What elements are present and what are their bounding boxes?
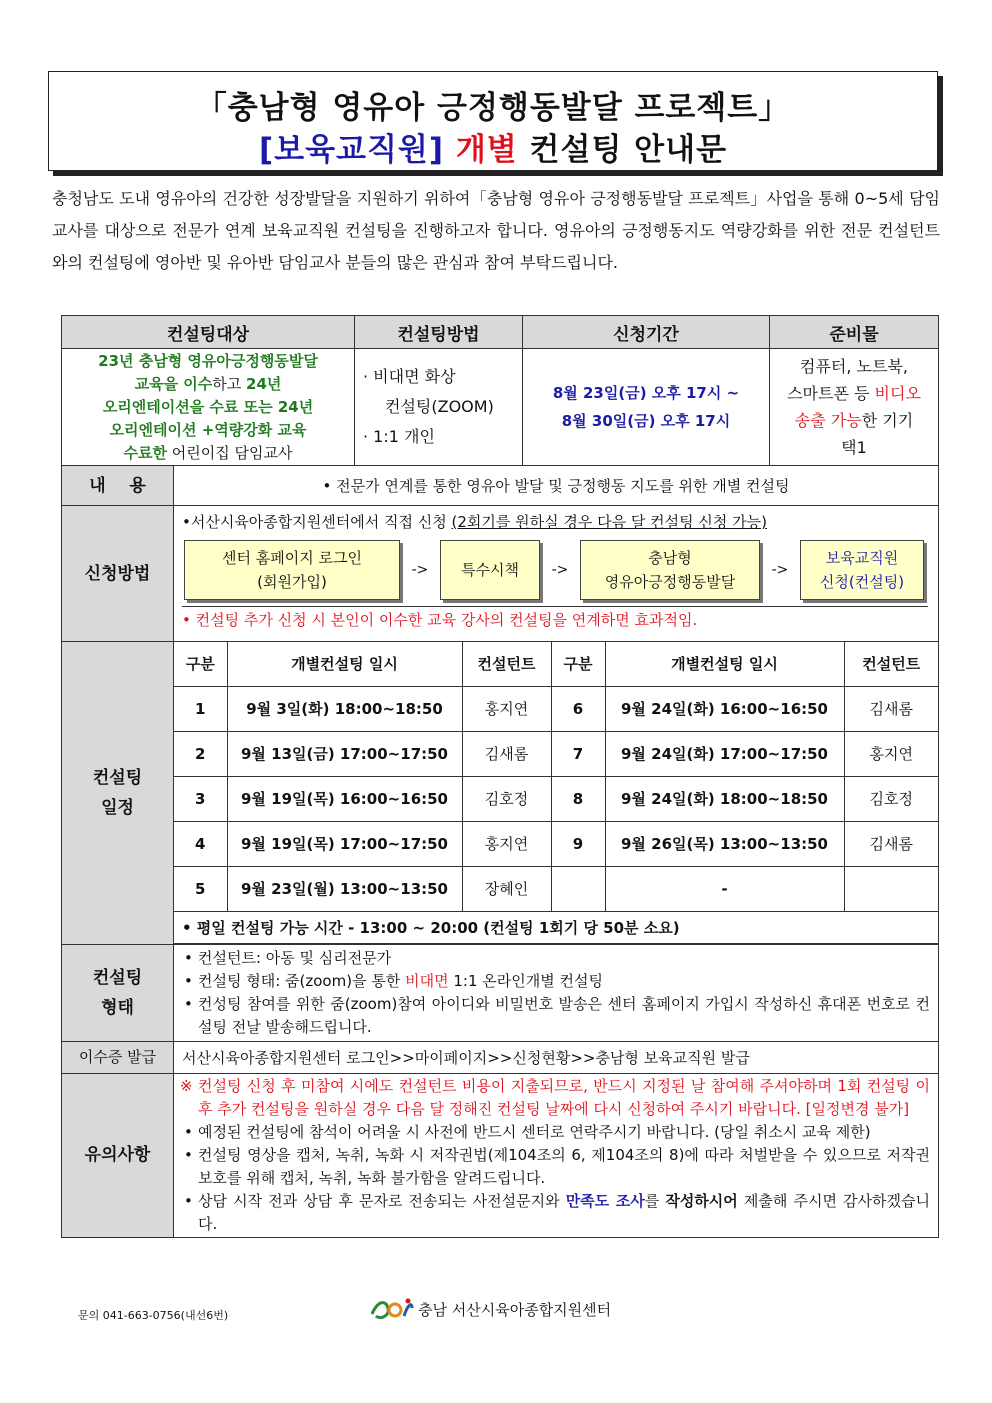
target-line: 교육을 이수 <box>134 374 213 393</box>
header-target: 컨설팅대상 <box>62 316 355 349</box>
prep-line: 비디오 <box>874 384 921 403</box>
apply-tip: • 컨설팅 추가 신청 시 본인이 이수한 교육 강사의 컨설팅을 연계하면 효과적임. <box>182 611 698 629</box>
table-row <box>174 776 938 821</box>
list-text: 작성하시어 <box>665 1191 738 1210</box>
target-line: 오리엔테이션 +역량강화 교육 <box>109 420 307 439</box>
target-line: 하고 <box>212 374 247 393</box>
form-label-line: 형태 <box>101 997 134 1018</box>
list-item: • 컨설팅 영상을 캡처, 녹취, 녹화 시 저작권법(제104조의 6, 제104조의 8)에 따라 처벌받을 수 있으므로 저작권 보호를 위해 캡처, 녹취, 녹화 불가함을 알려드립니다. <box>182 1144 930 1190</box>
step-staff-apply <box>800 540 924 600</box>
target-line: 오리엔테이션을 수료 또는 24년 <box>102 397 314 416</box>
target-cell <box>62 349 355 466</box>
apply-cell <box>174 506 939 642</box>
list-item <box>182 1190 930 1236</box>
row-consultant: 김새롬 <box>844 686 938 731</box>
row-no: 8 <box>551 776 605 821</box>
row-no: 4 <box>174 821 227 866</box>
method-line: · 1:1 개인 <box>363 427 435 446</box>
table-row <box>174 866 938 911</box>
arrow-icon: -> <box>411 562 429 578</box>
row-date: 9월 13일(금) 17:00~17:50 <box>227 731 462 776</box>
step-special-policy: 특수시책 <box>440 540 540 600</box>
row-consultant: 홍지연 <box>462 686 551 731</box>
notice-cell <box>174 1073 939 1237</box>
row-date: 9월 24일(화) 17:00~17:50 <box>605 731 844 776</box>
prep-line: 송출 가능 <box>794 411 862 430</box>
prep-line: 스마트폰 등 <box>787 384 875 403</box>
row-consultant: 김새롬 <box>844 821 938 866</box>
apply-note-text: •서산시육아종합지원센터에서 직접 신청 <box>182 513 452 531</box>
list-text: 컨설팅 형태: 줌(zoom)을 통한 <box>198 971 406 990</box>
row-no: 2 <box>174 731 227 776</box>
step-text: 신청(컨설팅) <box>819 573 905 591</box>
list-text: 비대면 <box>405 971 449 990</box>
apply-note <box>174 510 938 534</box>
header-period: 신청기간 <box>523 316 770 349</box>
schedule-label-line: 컨설팅 <box>92 767 143 788</box>
intro-paragraph: 충청남도 도내 영유아의 건강한 성장발달을 지원하기 위하여「충남형 영유아 긍정행동발달 프로젝트」사업을 통해 0~5세 담임교사를 대상으로 전문가 연계 보육교직원 컨설팅을 진행하고자 합니다. 영유아의 긍정행동지도 역량강화를 위한 전문 컨설턴트와의 컨설팅에 영아반 및 유아반 담임교사 분들의 많은 관심과 참여 부탁드립니다. <box>52 189 940 272</box>
content-label: 내 용 <box>62 466 174 506</box>
target-line: 23년 충남형 영유아긍정행동발달 <box>98 351 318 370</box>
row-date: 9월 19일(목) 16:00~16:50 <box>227 776 462 821</box>
schedule-label-line: 일정 <box>101 797 134 818</box>
subtitle-part-staff: [보육교직원] <box>258 132 445 168</box>
list-text: 만족도 조사 <box>565 1191 645 1210</box>
prep-cell <box>770 349 939 466</box>
row-no: 1 <box>174 686 227 731</box>
arrow-icon: -> <box>551 562 569 578</box>
row-date: - <box>605 866 844 911</box>
cert-label: 이수증 발급 <box>62 1041 174 1073</box>
list-text: 를 <box>644 1191 666 1210</box>
list-text: 상담 시작 전과 상담 후 문자로 전송되는 사전설문지와 <box>198 1191 566 1210</box>
row-no: 5 <box>174 866 227 911</box>
list-item: • 컨성팅 참여를 위한 줌(zoom)참여 아이디와 비밀번호 발송은 센터 홈페이지 가입시 작성하신 휴대폰 번호로 컨설팅 전날 발송해드립니다. <box>182 993 930 1039</box>
row-no: 9 <box>551 821 605 866</box>
col-header-date: 개별컨설팅 일시 <box>227 642 462 686</box>
list-text: 제출해 주시면 감사하겠습니다. <box>198 1191 930 1233</box>
form-label <box>62 944 174 1041</box>
subtitle-part-individual: 개별 <box>455 132 518 168</box>
row-consultant: 김호정 <box>462 776 551 821</box>
step-text: 센터 홈페이지 로그인 <box>222 549 362 567</box>
row-no: 6 <box>551 686 605 731</box>
apply-flow <box>184 540 938 600</box>
list-item: • 컨설턴트: 아동 및 심리전문가 <box>182 947 930 970</box>
page-subtitle <box>49 124 937 169</box>
target-line: 수료한 <box>123 443 167 462</box>
period-line: 8월 23일(금) 오후 17시 ~ <box>552 384 740 402</box>
prep-line: 택1 <box>841 438 867 457</box>
schedule-label <box>62 642 174 945</box>
form-list <box>174 945 938 1041</box>
row-date: 9월 24일(화) 18:00~18:50 <box>605 776 844 821</box>
row-date: 9월 23일(월) 13:00~13:50 <box>227 866 462 911</box>
row-no: 7 <box>551 731 605 776</box>
schedule-table <box>174 642 938 944</box>
footer-contact: 문의 041-663-0756(내선6번) <box>78 1309 229 1322</box>
footer-org <box>368 1296 611 1322</box>
step-text: 충남형 <box>648 549 692 567</box>
apply-label: 신청방법 <box>62 506 174 642</box>
row-consultant: 김호정 <box>844 776 938 821</box>
row-consultant: 장혜인 <box>462 866 551 911</box>
list-text: 1:1 온라인개별 컨설팅 <box>448 971 603 990</box>
schedule-cell <box>174 642 939 945</box>
notice-list <box>174 1074 938 1237</box>
row-date: 9월 3일(화) 18:00~18:50 <box>227 686 462 731</box>
target-line: 24년 <box>246 374 282 393</box>
step-text: 보육교직원 <box>825 549 899 567</box>
center-logo-icon <box>368 1296 414 1322</box>
cert-text: 서산시육아종합지원센터 로그인>>마이페이지>>신청현황>>충남형 보육교직원 발급 <box>174 1041 939 1073</box>
list-item <box>182 970 930 993</box>
notice-label: 유의사항 <box>62 1073 174 1237</box>
row-consultant: 홍지연 <box>844 731 938 776</box>
row-no <box>551 866 605 911</box>
col-header-consultant: 컨설턴트 <box>462 642 551 686</box>
row-no: 3 <box>174 776 227 821</box>
prep-line: 한 기기 <box>861 411 914 430</box>
step-homepage-login <box>184 540 400 600</box>
target-line: 어린이집 담임교사 <box>167 443 293 462</box>
list-item: ※ 컨설팅 신청 후 미참여 시에도 컨설턴트 비용이 지출되므로, 반드시 지정된 날 참여해 주셔야하며 1회 컨설팅 이후 추가 컨설팅을 원하실 경우 다음 달 정해진 컨설팅 날짜에 다시 신청하여 주시기 바랍니다. [일정변경 불가] <box>182 1075 930 1121</box>
row-consultant: 김새롬 <box>462 731 551 776</box>
header-prep: 준비물 <box>770 316 939 349</box>
period-line: 8월 30일(금) 오후 17시 <box>561 412 731 430</box>
col-header-no: 구분 <box>174 642 227 686</box>
schedule-note: • 평일 컨설팅 가능 시간 - 13:00 ~ 20:00 (컨설팅 1회기 당 50분 소요) <box>174 911 938 943</box>
step-text: 영유아긍정행동발달 <box>604 573 736 591</box>
method-line: · 비대면 화상 <box>363 367 456 386</box>
table-row <box>174 821 938 866</box>
col-header-date: 개별컨설팅 일시 <box>605 642 844 686</box>
page-title: 「충남형 영유아 긍정행동발달 프로젝트」 <box>195 90 791 126</box>
list-item: • 예정된 컨설팅에 참석이 어려울 시 사전에 반드시 센터로 연락주시기 바랍니다. (당일 취소시 교육 제한) <box>182 1121 930 1144</box>
col-header-no: 구분 <box>551 642 605 686</box>
method-cell <box>355 349 523 466</box>
row-date: 9월 24일(화) 16:00~16:50 <box>605 686 844 731</box>
step-chungnam-program <box>580 540 760 600</box>
step-text: (회원가입) <box>257 573 327 591</box>
form-label-line: 컨설팅 <box>92 967 143 988</box>
content-text: • 전문가 연계를 통한 영유아 발달 및 긍정행동 지도를 위한 개별 컨설팅 <box>174 466 939 506</box>
table-row <box>174 686 938 731</box>
row-consultant <box>844 866 938 911</box>
method-line: 컨설팅(ZOOM) <box>385 397 494 416</box>
row-date: 9월 19일(목) 17:00~17:50 <box>227 821 462 866</box>
subtitle-part-guide: 컨설팅 안내문 <box>529 132 728 168</box>
title-box <box>48 71 938 171</box>
info-table <box>61 315 939 1238</box>
row-date: 9월 26일(목) 13:00~13:50 <box>605 821 844 866</box>
col-header-consultant: 컨설턴트 <box>844 642 938 686</box>
row-consultant: 홍지연 <box>462 821 551 866</box>
period-cell <box>523 349 770 466</box>
prep-line: 컴퓨터, 노트북, <box>800 357 908 376</box>
form-cell <box>174 944 939 1041</box>
arrow-icon: -> <box>771 562 789 578</box>
footer-org-name: 충남 서산시육아종합지원센터 <box>418 1300 612 1319</box>
apply-note-underline: (2회기를 원하실 경우 다음 달 컨설팅 신청 가능) <box>451 513 767 531</box>
table-row <box>174 731 938 776</box>
header-method: 컨설팅방법 <box>355 316 523 349</box>
